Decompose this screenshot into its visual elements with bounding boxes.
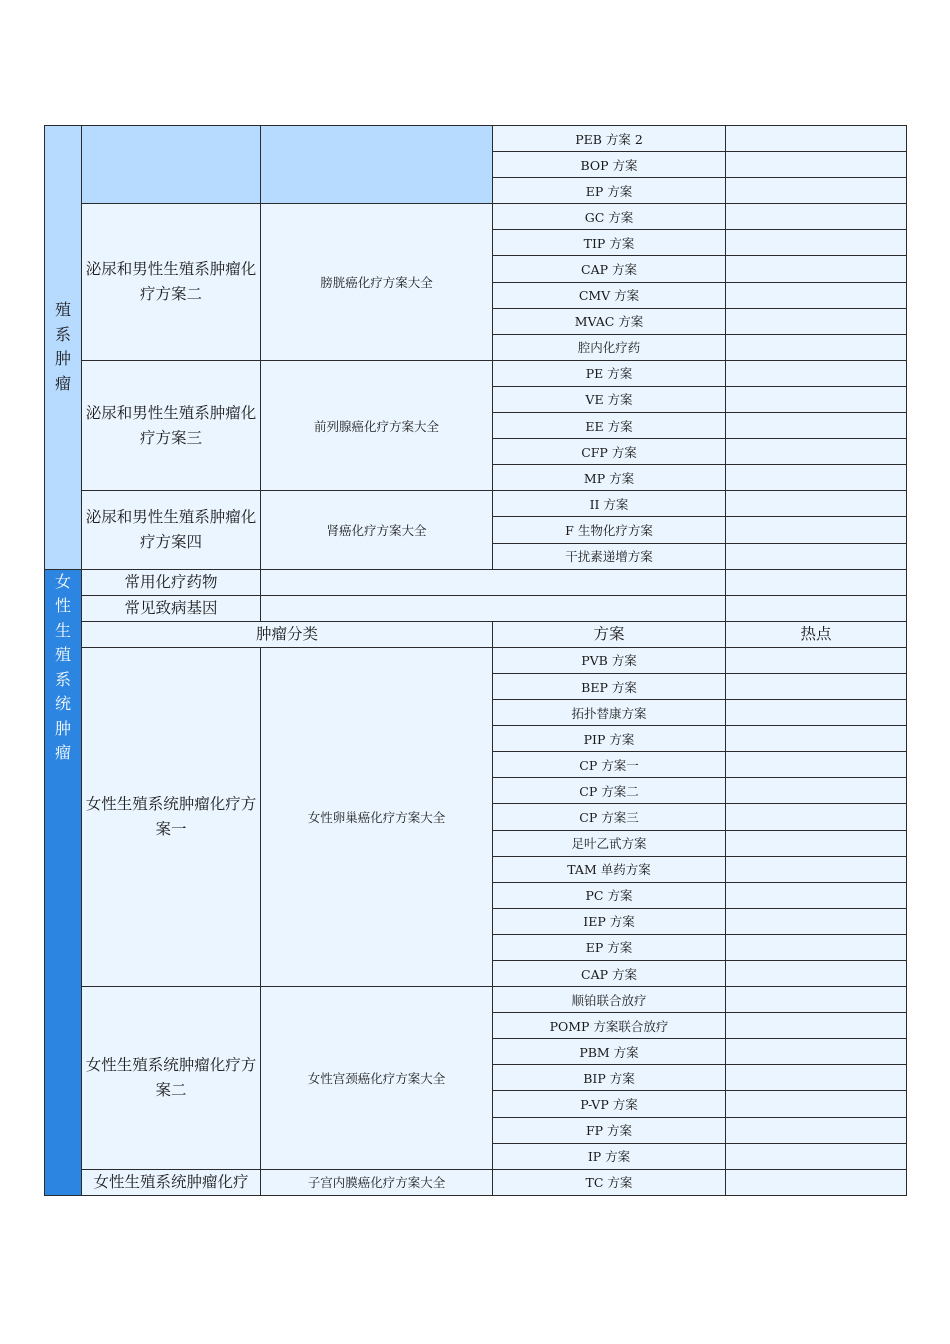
group-name-cell: 泌尿和男性生殖系肿瘤化疗方案二 bbox=[82, 204, 261, 361]
table-row bbox=[45, 360, 907, 386]
category-text bbox=[55, 298, 71, 396]
chemotherapy-scheme-table bbox=[44, 125, 907, 1196]
category-char: 女 bbox=[54, 571, 71, 591]
hotspot-cell bbox=[726, 517, 907, 543]
scheme-cell: EP 方案 bbox=[493, 178, 726, 204]
scheme-cell: PBM 方案 bbox=[493, 1039, 726, 1065]
common-drugs-value bbox=[261, 569, 726, 595]
hotspot-cell bbox=[726, 934, 907, 960]
table-row bbox=[45, 491, 907, 517]
category-char: 殖 bbox=[54, 645, 71, 665]
scheme-cell: VE 方案 bbox=[493, 386, 726, 412]
hotspot-cell bbox=[726, 804, 907, 830]
group-name-cell: 女性生殖系统肿瘤化疗 bbox=[82, 1169, 261, 1195]
scheme-cell: BIP 方案 bbox=[493, 1065, 726, 1091]
scheme-cell: IEP 方案 bbox=[493, 908, 726, 934]
hotspot-cell bbox=[726, 595, 907, 621]
scheme-cell: BEP 方案 bbox=[493, 673, 726, 699]
scheme-cell: CP 方案一 bbox=[493, 752, 726, 778]
scheme-cell: CP 方案二 bbox=[493, 778, 726, 804]
hotspot-cell bbox=[726, 282, 907, 308]
category-char: 生 bbox=[54, 620, 71, 640]
table-row bbox=[45, 126, 907, 152]
scheme-cell: PC 方案 bbox=[493, 882, 726, 908]
category-char: 肿 bbox=[54, 349, 71, 369]
scheme-cell: PE 方案 bbox=[493, 360, 726, 386]
scheme-cell: PVB 方案 bbox=[493, 647, 726, 673]
hotspot-cell bbox=[726, 647, 907, 673]
scheme-cell: EE 方案 bbox=[493, 413, 726, 439]
hotspot-cell bbox=[726, 1013, 907, 1039]
scheme-cell: 足叶乙甙方案 bbox=[493, 830, 726, 856]
table-row bbox=[45, 595, 907, 621]
scheme-cell: II 方案 bbox=[493, 491, 726, 517]
header-classification: 肿瘤分类 bbox=[82, 621, 493, 647]
hotspot-cell bbox=[726, 491, 907, 517]
table-row bbox=[45, 1169, 907, 1195]
scheme-cell: FP 方案 bbox=[493, 1117, 726, 1143]
category-text bbox=[55, 570, 71, 766]
hotspot-cell bbox=[726, 778, 907, 804]
scheme-cell: 顺铂联合放疗 bbox=[493, 987, 726, 1013]
scheme-cell: TIP 方案 bbox=[493, 230, 726, 256]
group-name-cell: 女性生殖系统肿瘤化疗方案一 bbox=[82, 647, 261, 986]
hotspot-cell bbox=[726, 439, 907, 465]
table-row bbox=[45, 987, 907, 1013]
sub-category-cell: 女性卵巢癌化疗方案大全 bbox=[261, 647, 493, 986]
hotspot-cell bbox=[726, 1117, 907, 1143]
hotspot-cell bbox=[726, 126, 907, 152]
header-hotspot: 热点 bbox=[726, 621, 907, 647]
category-label-urogenital bbox=[45, 126, 82, 570]
category-char: 统 bbox=[54, 694, 71, 714]
table-row bbox=[45, 647, 907, 673]
scheme-cell: P-VP 方案 bbox=[493, 1091, 726, 1117]
hotspot-cell bbox=[726, 673, 907, 699]
scheme-cell: IP 方案 bbox=[493, 1143, 726, 1169]
table-row bbox=[45, 204, 907, 230]
scheme-cell: CMV 方案 bbox=[493, 282, 726, 308]
group-name-cell: 泌尿和男性生殖系肿瘤化疗方案三 bbox=[82, 360, 261, 490]
hotspot-cell bbox=[726, 465, 907, 491]
scheme-cell: 拓扑替康方案 bbox=[493, 700, 726, 726]
group-name-cell: 女性生殖系统肿瘤化疗方案二 bbox=[82, 987, 261, 1170]
header-scheme: 方案 bbox=[493, 621, 726, 647]
hotspot-cell bbox=[726, 830, 907, 856]
hotspot-cell bbox=[726, 856, 907, 882]
hotspot-cell bbox=[726, 256, 907, 282]
hotspot-cell bbox=[726, 1091, 907, 1117]
hotspot-cell bbox=[726, 726, 907, 752]
group-name-cell: 泌尿和男性生殖系肿瘤化疗方案四 bbox=[82, 491, 261, 569]
scheme-cell: CP 方案三 bbox=[493, 804, 726, 830]
table-row bbox=[45, 569, 907, 595]
scheme-cell: GC 方案 bbox=[493, 204, 726, 230]
hotspot-cell bbox=[726, 152, 907, 178]
highlight-cell bbox=[261, 126, 493, 204]
hotspot-cell bbox=[726, 204, 907, 230]
category-char: 瘤 bbox=[54, 743, 71, 763]
scheme-cell: 腔内化疗药 bbox=[493, 334, 726, 360]
scheme-cell: MVAC 方案 bbox=[493, 308, 726, 334]
hotspot-cell bbox=[726, 360, 907, 386]
hotspot-cell bbox=[726, 908, 907, 934]
scheme-cell: PEB 方案 2 bbox=[493, 126, 726, 152]
category-char: 性 bbox=[54, 596, 71, 616]
hotspot-cell bbox=[726, 413, 907, 439]
hotspot-cell bbox=[726, 569, 907, 595]
scheme-cell: MP 方案 bbox=[493, 465, 726, 491]
scheme-cell: 干扰素递增方案 bbox=[493, 543, 726, 569]
category-char: 殖 bbox=[54, 300, 71, 320]
table-row bbox=[45, 621, 907, 647]
sub-category-cell: 前列腺癌化疗方案大全 bbox=[261, 360, 493, 490]
hotspot-cell bbox=[726, 882, 907, 908]
scheme-cell: CAP 方案 bbox=[493, 256, 726, 282]
hotspot-cell bbox=[726, 752, 907, 778]
highlight-cell bbox=[82, 126, 261, 204]
hotspot-cell bbox=[726, 334, 907, 360]
common-genes-value bbox=[261, 595, 726, 621]
scheme-cell: F 生物化疗方案 bbox=[493, 517, 726, 543]
hotspot-cell bbox=[726, 386, 907, 412]
hotspot-cell bbox=[726, 230, 907, 256]
hotspot-cell bbox=[726, 178, 907, 204]
sub-category-cell: 子宫内膜癌化疗方案大全 bbox=[261, 1169, 493, 1195]
scheme-cell: CAP 方案 bbox=[493, 961, 726, 987]
scheme-cell: TC 方案 bbox=[493, 1169, 726, 1195]
hotspot-cell bbox=[726, 700, 907, 726]
hotspot-cell bbox=[726, 961, 907, 987]
scheme-cell: BOP 方案 bbox=[493, 152, 726, 178]
scheme-cell: CFP 方案 bbox=[493, 439, 726, 465]
hotspot-cell bbox=[726, 987, 907, 1013]
category-char: 肿 bbox=[54, 718, 71, 738]
scheme-cell: POMP 方案联合放疗 bbox=[493, 1013, 726, 1039]
category-char: 瘤 bbox=[54, 373, 71, 393]
category-char: 系 bbox=[54, 324, 71, 344]
hotspot-cell bbox=[726, 1143, 907, 1169]
category-char: 系 bbox=[54, 669, 71, 689]
hotspot-cell bbox=[726, 1169, 907, 1195]
sub-category-cell: 女性宫颈癌化疗方案大全 bbox=[261, 987, 493, 1170]
hotspot-cell bbox=[726, 1039, 907, 1065]
scheme-cell: PIP 方案 bbox=[493, 726, 726, 752]
hotspot-cell bbox=[726, 543, 907, 569]
scheme-cell: TAM 单药方案 bbox=[493, 856, 726, 882]
sub-category-cell: 膀胱癌化疗方案大全 bbox=[261, 204, 493, 361]
common-genes-label: 常见致病基因 bbox=[82, 595, 261, 621]
category-label-female bbox=[45, 569, 82, 1195]
scheme-cell: EP 方案 bbox=[493, 934, 726, 960]
hotspot-cell bbox=[726, 308, 907, 334]
hotspot-cell bbox=[726, 1065, 907, 1091]
common-drugs-label: 常用化疗药物 bbox=[82, 569, 261, 595]
sub-category-cell: 肾癌化疗方案大全 bbox=[261, 491, 493, 569]
